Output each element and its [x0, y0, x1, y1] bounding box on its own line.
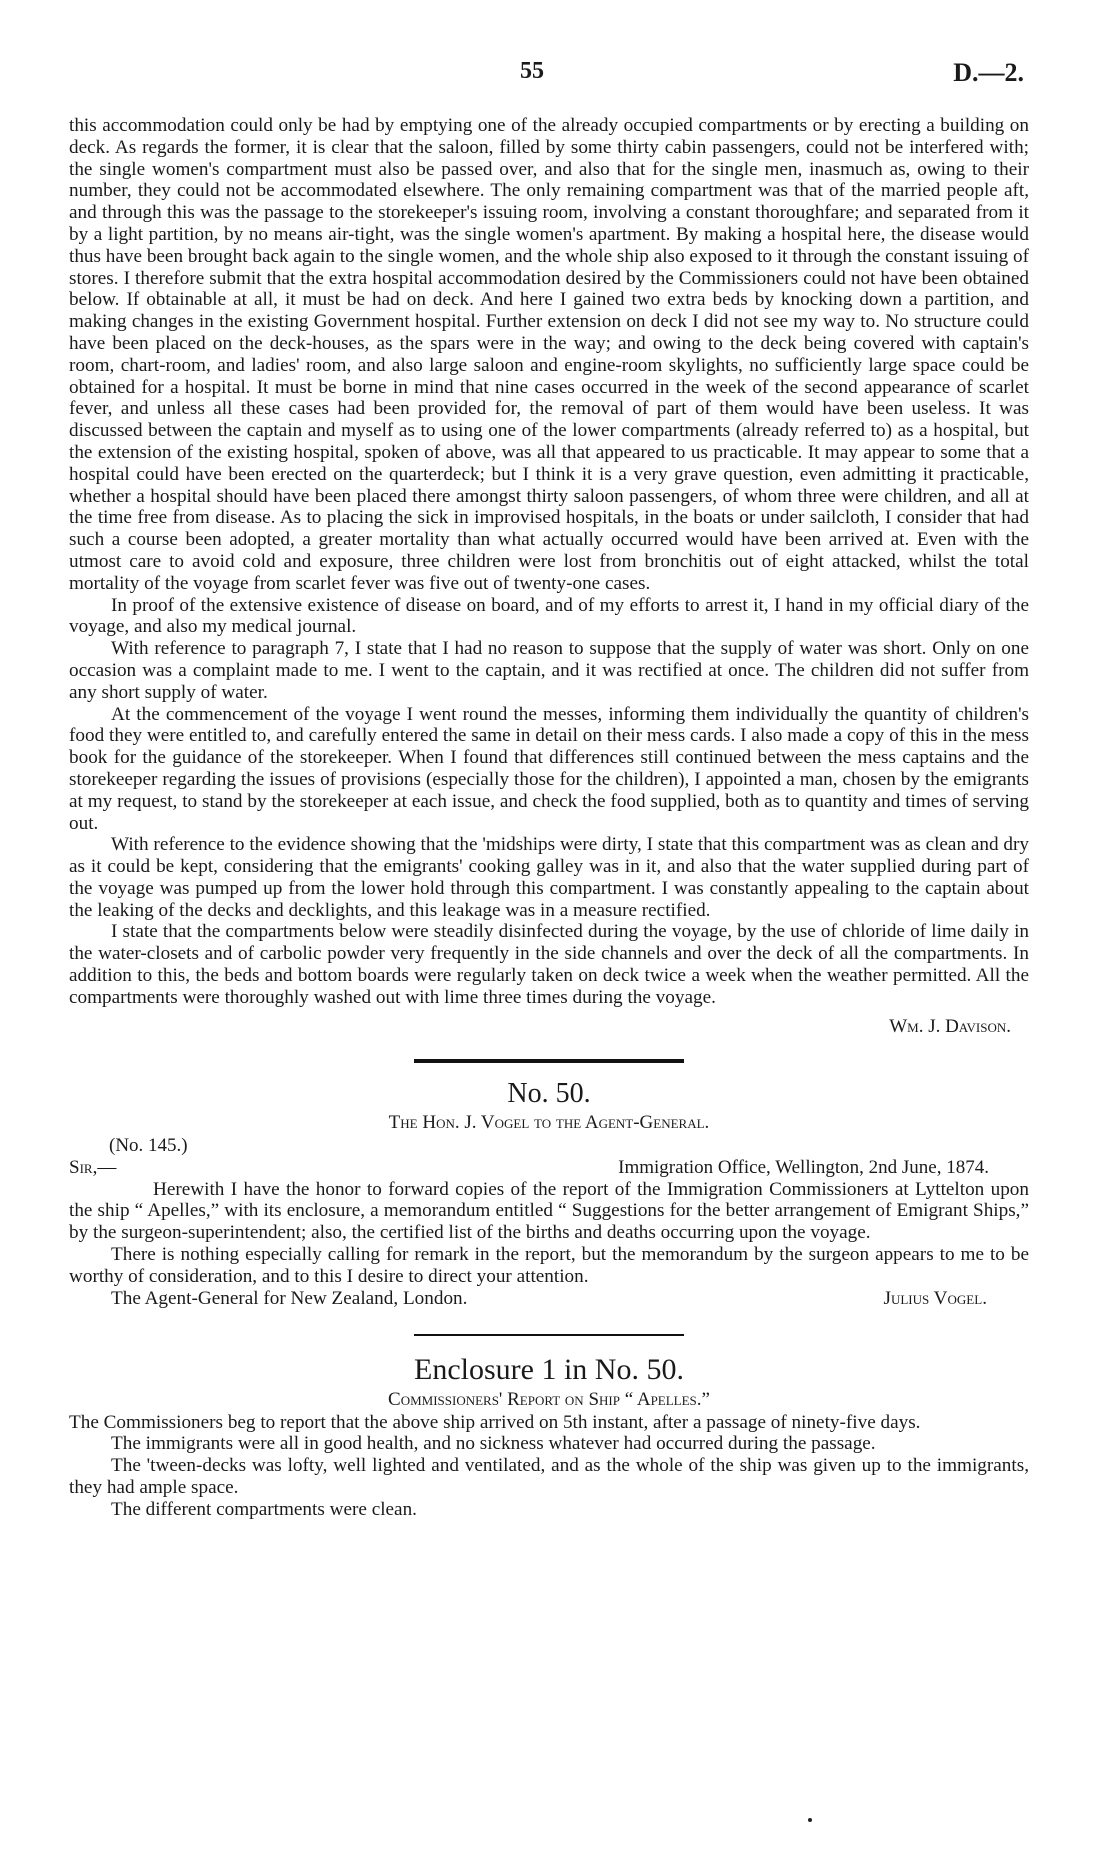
enclosure-1 — [69, 1352, 1029, 1521]
body-paragraph: At the commencement of the voyage I went round the messes, informing them individually the quantity of children's food they were entitled to, and carefully entered the same in detail on their mess cards. I also made a copy of this in the mess book for the guidance of the storekeeper. When I found that differences still continued between the mess captains and the storekeeper regarding the issues of provisions (especially those for the children), I appointed a man, chosen by the emigrants at my request, to stand by the storekeeper at each issue, and check the food supplied, both as to quantity and times of serving out. — [69, 703, 1029, 834]
body-paragraph: this accommodation could only be had by emptying one of the already occupied compartments or by erecting a building on deck. As regards the former, it is clear that the saloon, filled by some thirty cabin passengers, could not be interfered with; the single women's compartment must also be passed over, and also that for the single men, inasmuch as, owing to their number, they could not be accommodated elsewhere. The only remaining compartment was that of the married people aft, and through this was the passage to the storekeeper's issuing room, involving a constant thoroughfare; and separated from it by a light partition, by no means air-tight, was the single women's apartment. By making a hospital here, the disease would thus have been brought back again to the single women, and the whole ship also exposed to it through the constant issuing of stores. I therefore submit that the extra hospital accommodation desired by the Commissioners could not have been obtained below. If obtainable at all, it must be had on deck. And here I gained two extra beds by knocking down a partition, and making changes in the existing Government hospital. Further extension on deck I did not see my way to. No structure could have been placed on the deck-houses, as the spars were in the way; and owing to the deck being covered with captain's room, chart-room, and ladies' room, and also large saloon and engine-room skylights, no sufficiently large space could be obtained for a hospital. It must be borne in mind that nine cases occurred in the week of the second appearance of scarlet fever, and unless all these cases had been provided for, the removal of part of them would have been useless. It was discussed between the captain and myself as to using one of the lower compartments (already referred to) as a hospital, but the extension of the existing hospital, spoken of above, was all that appeared to us practicable. It may appear to some that a hospital could have been erected on the quarterdeck; but I think it is a very grave question, even admitting it practicable, whether a hospital should have been placed there amongst thirty saloon passengers, of whom three were children, and all at the time free from disease. As to placing the sick in improvised hospitals, in the boats or under sailcloth, I consider that had such a course been adopted, a greater mortality than what actually occurred would have been arrived at. Even with the utmost care to avoid cold and exposure, three children were lost from bronchitis out of eight attacked, whilst the total mortality of the voyage from scarlet fever was five out of twenty-one cases. — [69, 115, 1029, 594]
salutation: Sir,— — [69, 1156, 117, 1178]
body-paragraph: In proof of the extensive existence of disease on board, and of my efforts to arrest it, I hand in my official diary of the voyage, and also my medical journal. — [69, 594, 1029, 638]
enclosure-subtitle: Commissioners' Report on Ship “ Apelles.” — [388, 1388, 710, 1410]
print-speck — [808, 1818, 812, 1822]
body-paragraph: The different compartments were clean. — [111, 1498, 417, 1520]
letter-subtitle: The Hon. J. Vogel to the Agent-General. — [388, 1111, 710, 1133]
enclosure-heading: Enclosure 1 in No. 50. — [414, 1352, 684, 1386]
salutation-row — [69, 1157, 1029, 1179]
signature-davison: Wm. J. Davison. — [889, 1015, 1011, 1037]
addressee: The Agent-General for New Zealand, London. — [111, 1287, 468, 1309]
body-paragraph: Herewith I have the honor to forward copies of the report of the Immigration Commissioners at Lyttelton upon the ship “ Apelles,” with its enclosure, a memorandum entitled “ Suggestions for the better arrangement of Emigrant Ships,” by the surgeon-superintendent; also, the certified list of the births and deaths occurring upon the voyage. — [69, 1178, 1029, 1244]
body-paragraph: With reference to the evidence showing that the 'midships were dirty, I state that this compartment was as clean and dry as it could be kept, considering that the emigrants' cooking galley was in it, and also that the water supplied during part of the voyage was pumped up from the lower hold through this compartment. I was constantly appealing to the captain about the leaking of the decks and decklights, and this leakage was in a measure rectified. — [69, 834, 1029, 921]
body-paragraph: I state that the compartments below were steadily disinfected during the voyage, by the use of chloride of lime daily in the water-closets and of carbolic powder very frequently in the side channels and over the deck of all the compartments. In addition to this, the beds and bottom boards were regularly taken on deck twice a week when the weather permitted. All the compartments were thoroughly washed out with lime three times during the voyage. — [69, 921, 1029, 1008]
letter-no-50 — [69, 1077, 1029, 1310]
body-paragraph: The 'tween-decks was lofty, well lighted and ventilated, and as the whole of the ship was given up to the immigrants, they had ample space. — [69, 1455, 1029, 1499]
letter-number-heading: No. 50. — [507, 1077, 591, 1109]
letter-reference: (No. 145.) — [109, 1134, 188, 1156]
document-reference: D.—2. — [953, 58, 1024, 87]
section-divider — [414, 1334, 684, 1336]
section-divider — [414, 1059, 684, 1063]
closing-row — [69, 1288, 1029, 1310]
body-paragraph: The Commissioners beg to report that the above ship arrived on 5th instant, after a passage of ninety-five days. — [69, 1411, 921, 1433]
body-paragraph: There is nothing especially calling for remark in the report, but the memorandum by the surgeon appears to me to be worthy of consideration, and to this I desire to direct your attention. — [69, 1244, 1029, 1287]
body-paragraph: With reference to paragraph 7, I state that I had no reason to suppose that the supply of water was short. Only on one occasion was a complaint made to me. I went to the captain, and it was rectified at once. The children did not suffer from any short supply of water. — [69, 638, 1029, 703]
page-header — [0, 58, 1114, 88]
place-date: Immigration Office, Wellington, 2nd June, 1874. — [618, 1156, 989, 1178]
davison-statement — [69, 115, 1029, 1039]
signature-vogel: Julius Vogel. — [883, 1287, 987, 1309]
body-paragraph: The immigrants were all in good health, and no sickness whatever had occurred during the passage. — [111, 1433, 876, 1455]
page-number: 55 — [520, 58, 544, 84]
page-body — [69, 115, 1029, 1521]
